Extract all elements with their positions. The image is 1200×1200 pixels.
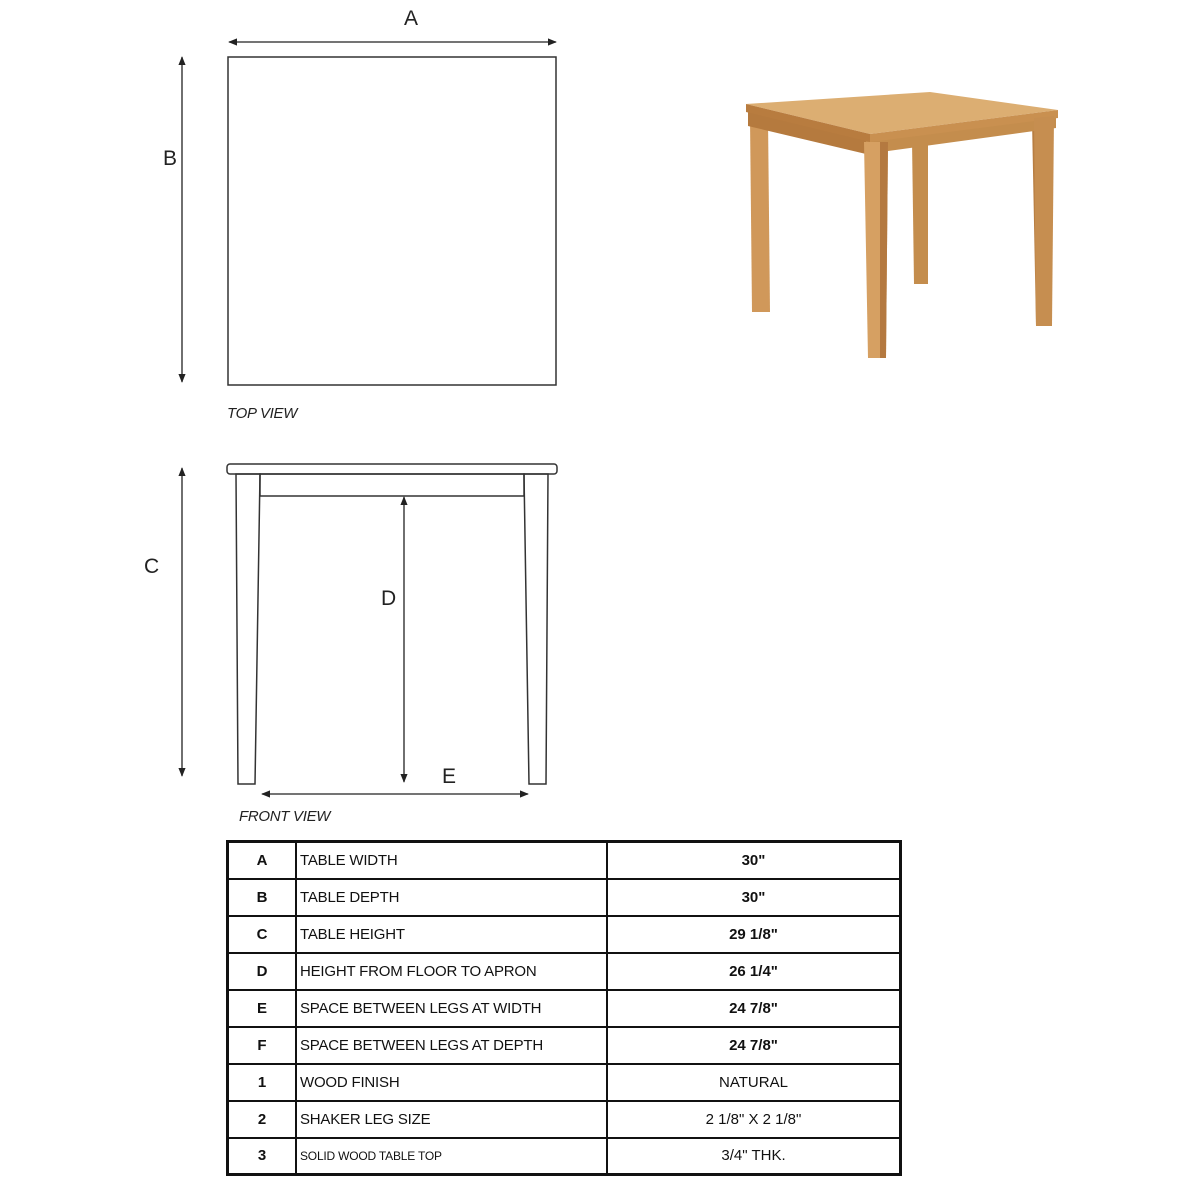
spec-value: 29 1/8" <box>607 916 901 953</box>
dimension-d-label: D <box>381 587 397 610</box>
spec-label: HEIGHT FROM FLOOR TO APRON <box>296 953 607 990</box>
spec-label: SPACE BETWEEN LEGS AT DEPTH <box>296 1027 607 1064</box>
spec-label: SHAKER LEG SIZE <box>296 1101 607 1138</box>
spec-code: E <box>228 990 297 1027</box>
spec-code: 1 <box>228 1064 297 1101</box>
top-view-outline <box>228 57 556 385</box>
spec-code: 3 <box>228 1138 297 1175</box>
front-view-left-leg <box>236 474 260 784</box>
spec-label: WOOD FINISH <box>296 1064 607 1101</box>
spec-value: 30" <box>607 879 901 916</box>
spec-code: D <box>228 953 297 990</box>
dimension-b-label: B <box>163 147 178 170</box>
front-view-apron <box>260 474 524 496</box>
spec-code: A <box>228 842 297 879</box>
dimension-e-label: E <box>442 765 457 788</box>
table-row <box>228 990 901 1027</box>
spec-code: C <box>228 916 297 953</box>
spec-label: SOLID WOOD TABLE TOP <box>296 1138 607 1175</box>
top-view <box>182 42 556 385</box>
front-view <box>182 464 557 794</box>
wooden-table-photo-icon <box>746 92 1058 358</box>
spec-code: F <box>228 1027 297 1064</box>
table-row <box>228 953 901 990</box>
spec-value: 26 1/4" <box>607 953 901 990</box>
table-row <box>228 1064 901 1101</box>
table-row <box>228 1027 901 1064</box>
spec-label: TABLE DEPTH <box>296 879 607 916</box>
spec-value: 2 1/8" X 2 1/8" <box>607 1101 901 1138</box>
spec-code: B <box>228 879 297 916</box>
spec-value: NATURAL <box>607 1064 901 1101</box>
dimension-c-label: C <box>144 555 160 578</box>
specification-table <box>226 840 902 1176</box>
spec-value: 3/4" THK. <box>607 1138 901 1175</box>
table-row <box>228 1138 901 1175</box>
top-view-caption: TOP VIEW <box>227 405 298 422</box>
spec-label: SPACE BETWEEN LEGS AT WIDTH <box>296 990 607 1027</box>
table-row <box>228 1101 901 1138</box>
dimension-a-label: A <box>404 7 419 30</box>
table-row <box>228 842 901 879</box>
table-row <box>228 879 901 916</box>
front-view-caption: FRONT VIEW <box>239 808 331 825</box>
spec-value: 24 7/8" <box>607 990 901 1027</box>
front-view-tabletop <box>227 464 557 474</box>
spec-value: 24 7/8" <box>607 1027 901 1064</box>
front-view-right-leg <box>524 474 548 784</box>
table-row <box>228 916 901 953</box>
spec-label: TABLE WIDTH <box>296 842 607 879</box>
spec-value: 30" <box>607 842 901 879</box>
spec-label: TABLE HEIGHT <box>296 916 607 953</box>
spec-code: 2 <box>228 1101 297 1138</box>
